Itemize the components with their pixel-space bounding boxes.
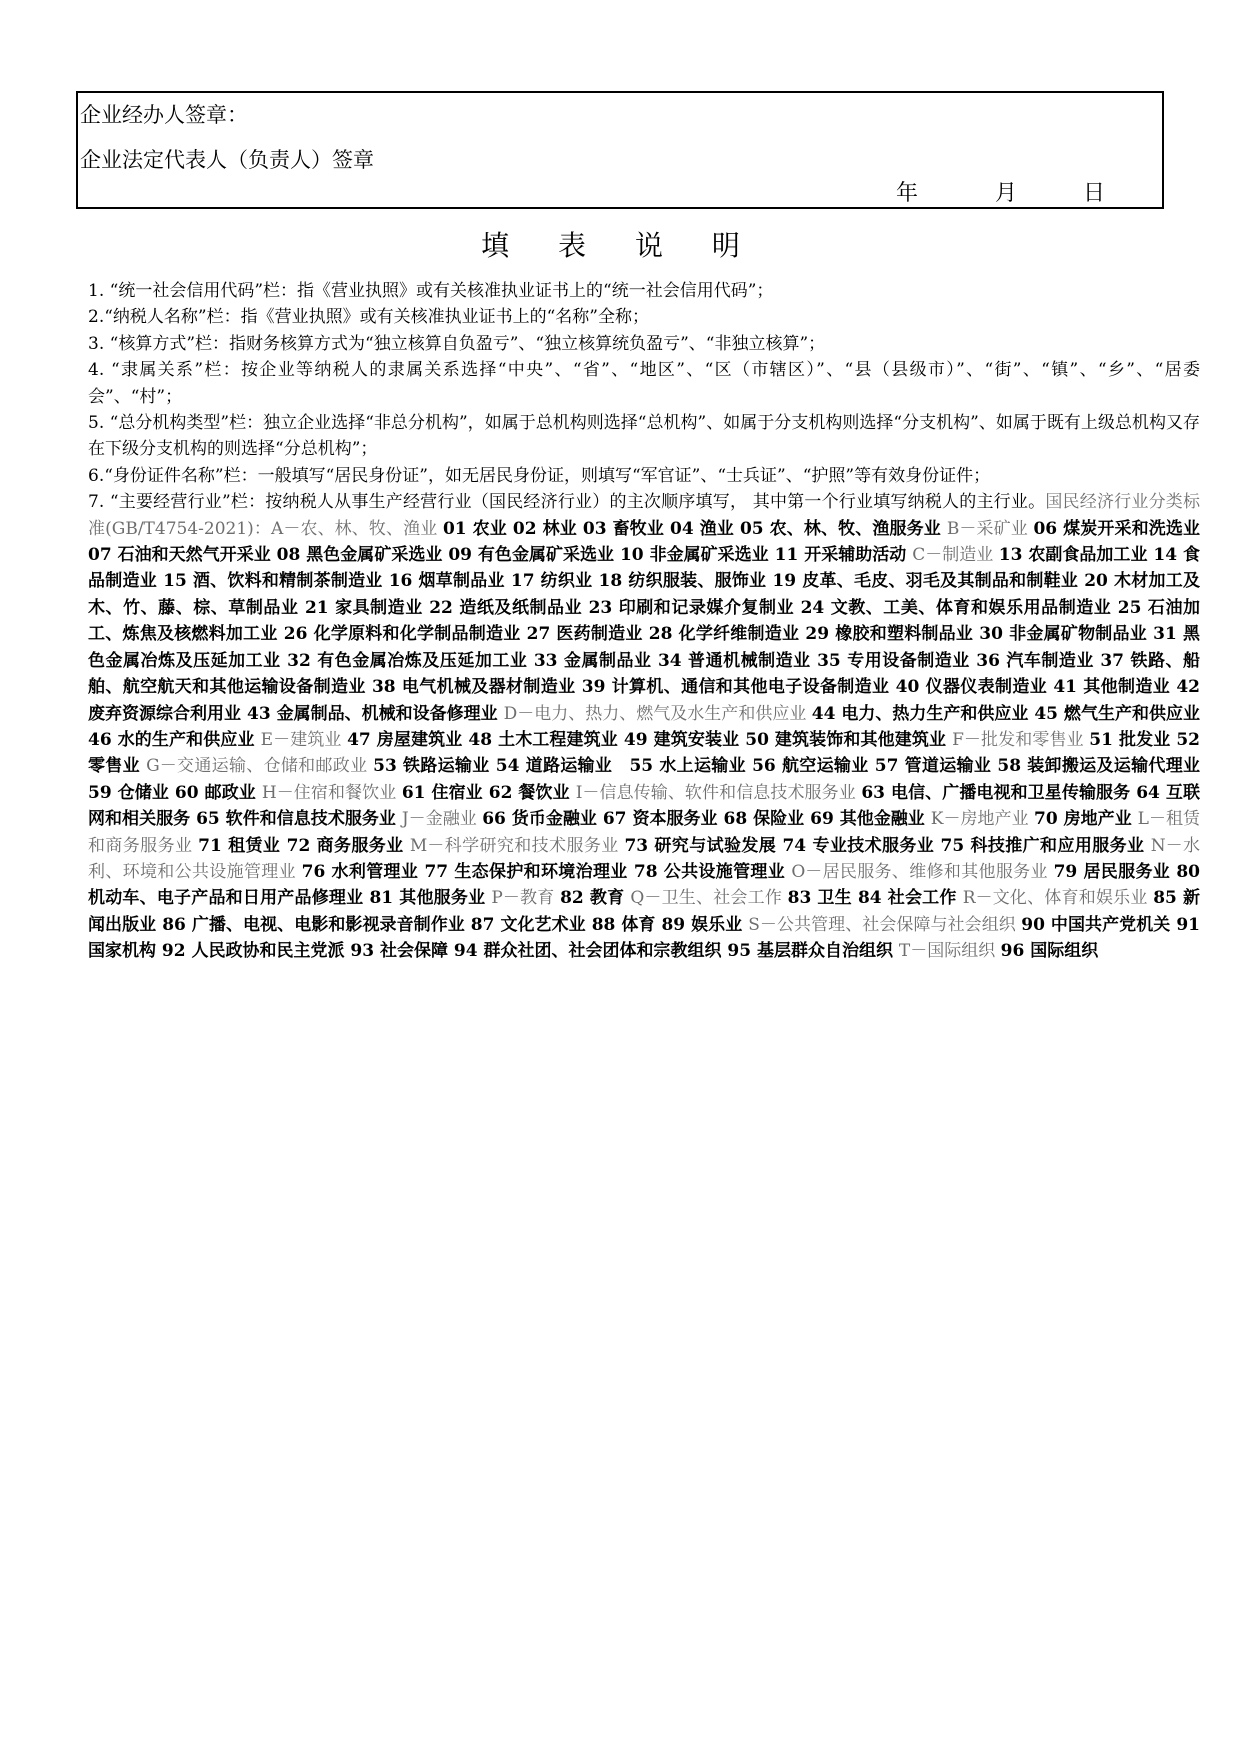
industry-list: 70 房地产业 [1034,809,1138,830]
instruction-item-7-intro: 7. “主要经营行业”栏：按纳税人从事生产经营行业（国民经济行业）的主次顺序填写， 其中第一个行业填写纳税人的主行业。 [88,492,1046,513]
industry-section-label: R－文化、体育和娱乐业 [962,888,1154,909]
industry-list: 71 租赁业 72 商务服务业 [198,835,410,856]
industry-section-label: G－交通运输、仓储和邮政业 [146,756,374,777]
industry-list: 53 铁路运输业 54 道路运输业 55 水上运输业 56 航空运输业 57 管道运输业 58 装卸搬运及运输代理业 59 仓储业 60 邮政业 [88,756,1201,803]
industry-list: 85 新闻出版业 86 广播、电视、电影和影视录音制作业 87 文化艺术业 88 体育 89 娱乐业 [88,888,1201,935]
industry-section-label: J－金融业 [401,809,483,830]
industry-sections [88,519,1200,962]
industry-list: 13 农副食品加工业 14 食品制造业 15 酒、饮料和精制茶制造业 16 烟草制品业 17 纺织业 18 纺织服装、服饰业 19 皮革、毛皮、羽毛及其制品和制鞋业 20 木材加工及木、竹、藤、棕、草制品业 21 家具制造业 22 造纸及纸制品业 23 印刷和记录媒介复制业 24 文教、工美、体育和娱乐用品制造业 25 石油加工、炼焦及核燃料加工业 26 化学原料和化学制品制造业 27 医药制造业 28 化学纤维制造业 29 橡胶和塑料制品业 30 非金属矿物制品业 31 黑色金属冶炼及压延加工业 32 有色金属冶炼及压延加工业 33 金属制品业 34 普通机械制造业 35 专用设备制造业 36 汽车制造业 37 铁路、船舶、航空航天和其他运输设备制造业 38 电气机械及器材制造业 39 计算机、通信和其他电子设备制造业 40 仪器仪表制造业 41 其他制造业 42 废弃资源综合利用业 43 金属制品、机械和设备修理业 [88,545,1200,724]
industry-list: 01 农业 02 林业 03 畜牧业 04 渔业 05 农、林、牧、渔服务业 [442,518,947,539]
industry-section-label: L－租赁和商务服务业 [88,809,1201,856]
industry-section-label: T－国际组织 [898,941,1001,962]
instruction-item: 3. “核算方式”栏：指财务核算方式为“独立核算自负盈亏”、“独立核算统负盈亏”、“非独立核算”； [88,333,826,354]
industry-list: 96 国际组织 [1000,941,1099,962]
industry-section-label: S－公共管理、社会保障与社会组织 [748,914,1022,935]
industry-section-label: H－住宿和餐饮业 [261,782,402,803]
instruction-item: 5. “总分机构类型”栏：独立企业选择“非总分机构”，如属于总机构则选择“总机构”、如属于分支机构则选择“分支机构”、如属于既有上级总机构又存在下级分支机构的则选择“分总机构”； [88,413,1200,460]
industry-list: 63 电信、广播电视和卫星传输服务 64 互联网和相关服务 65 软件和信息技术服务业 [88,782,1200,830]
industry-section-label: B－采矿业 [946,518,1034,539]
instruction-item: 4. “隶属关系”栏：按企业等纳税人的隶属关系选择“中央”、“省”、“地区”、“区（市辖区）”、“县（县级市）”、“街”、“镇”、“乡”、“居委会”、“村”； [88,360,1200,407]
industry-section-label: A－农、林、牧、渔业 [271,518,443,539]
legal-rep-signature-label: 企业法定代表人（负责人）签章 [80,148,374,172]
instruction-item: 1. “统一社会信用代码”栏：指《营业执照》或有关核准执业证书上的“统一社会信用代码”； [88,281,774,301]
industry-section-label: P－教育 [491,888,561,909]
industry-list: 51 批发业 52 零售业 [88,729,1200,777]
instructions-title: 填 表 说 明 [481,229,760,262]
date-month-label: 月 [995,181,1018,206]
industry-list: 66 货币金融业 67 资本服务业 68 保险业 69 其他金融业 [482,809,931,830]
industry-standard-label: 国民经济行业分类标准(GB/T4754-2021)： [88,492,1200,539]
industry-section-label: E－建筑业 [260,729,348,750]
industry-list: 79 居民服务业 80 机动车、电子产品和日用产品修理业 81 其他服务业 [88,861,1201,909]
industry-section-label: C－制造业 [912,545,999,566]
industry-section-label: O－居民服务、维修和其他服务业 [791,861,1054,882]
industry-list: 44 电力、热力生产和供应业 45 燃气生产和供应业 46 水的生产和供应业 [88,703,1200,750]
industry-section-label: I－信息传输、软件和信息技术服务业 [575,782,862,803]
signature-box [76,91,1164,209]
date-day-label: 日 [1083,181,1106,206]
industry-section-label: Q－卫生、社会工作 [630,888,788,909]
date-year-label: 年 [896,181,919,206]
industry-section-label: M－科学研究和技术服务业 [409,835,625,856]
industry-list: 90 中国共产党机关 91 国家机构 92 人民政协和民主党派 93 社会保障 94 群众社团、社会团体和宗教组织 95 基层群众自治组织 [88,914,1200,962]
industry-section-label: K－房地产业 [930,809,1035,830]
industry-section-label: D－电力、热力、燃气及水生产和供应业 [503,703,812,724]
handler-signature-label: 企业经办人签章： [80,103,248,127]
instruction-item-7 [88,489,1200,964]
industry-list: 73 研究与试验发展 74 专业技术服务业 75 科技推广和应用服务业 [624,835,1151,856]
industry-list: 47 房屋建筑业 48 土木工程建筑业 49 建筑安装业 50 建筑装饰和其他建筑业 [347,729,953,750]
industry-list: 83 卫生 84 社会工作 [787,888,963,909]
industry-list: 61 住宿业 62 餐饮业 [401,782,576,803]
industry-section-label: F－批发和零售业 [952,729,1090,750]
instructions-list [88,278,1200,965]
instruction-item: 2.“纳税人名称”栏：指《营业执照》或有关核准执业证书上的“名称”全称； [88,307,649,328]
industry-list: 82 教育 [560,888,631,909]
industry-list: 76 水利管理业 77 生态保护和环境治理业 78 公共设施管理业 [301,861,792,882]
industry-section-label: N－水利、环境和公共设施管理业 [88,835,1201,882]
industry-list: 06 煤炭开采和洗选业 07 石油和天然气开采业 08 黑色金属矿采选业 09 有色金属矿采选业 10 非金属矿采选业 11 开采辅助活动 [88,518,1200,566]
instruction-item: 6.“身份证件名称”栏：一般填写“居民身份证”，如无居民身份证，则填写“军官证”、“士兵证”、“护照”等有效身份证件； [88,465,991,486]
